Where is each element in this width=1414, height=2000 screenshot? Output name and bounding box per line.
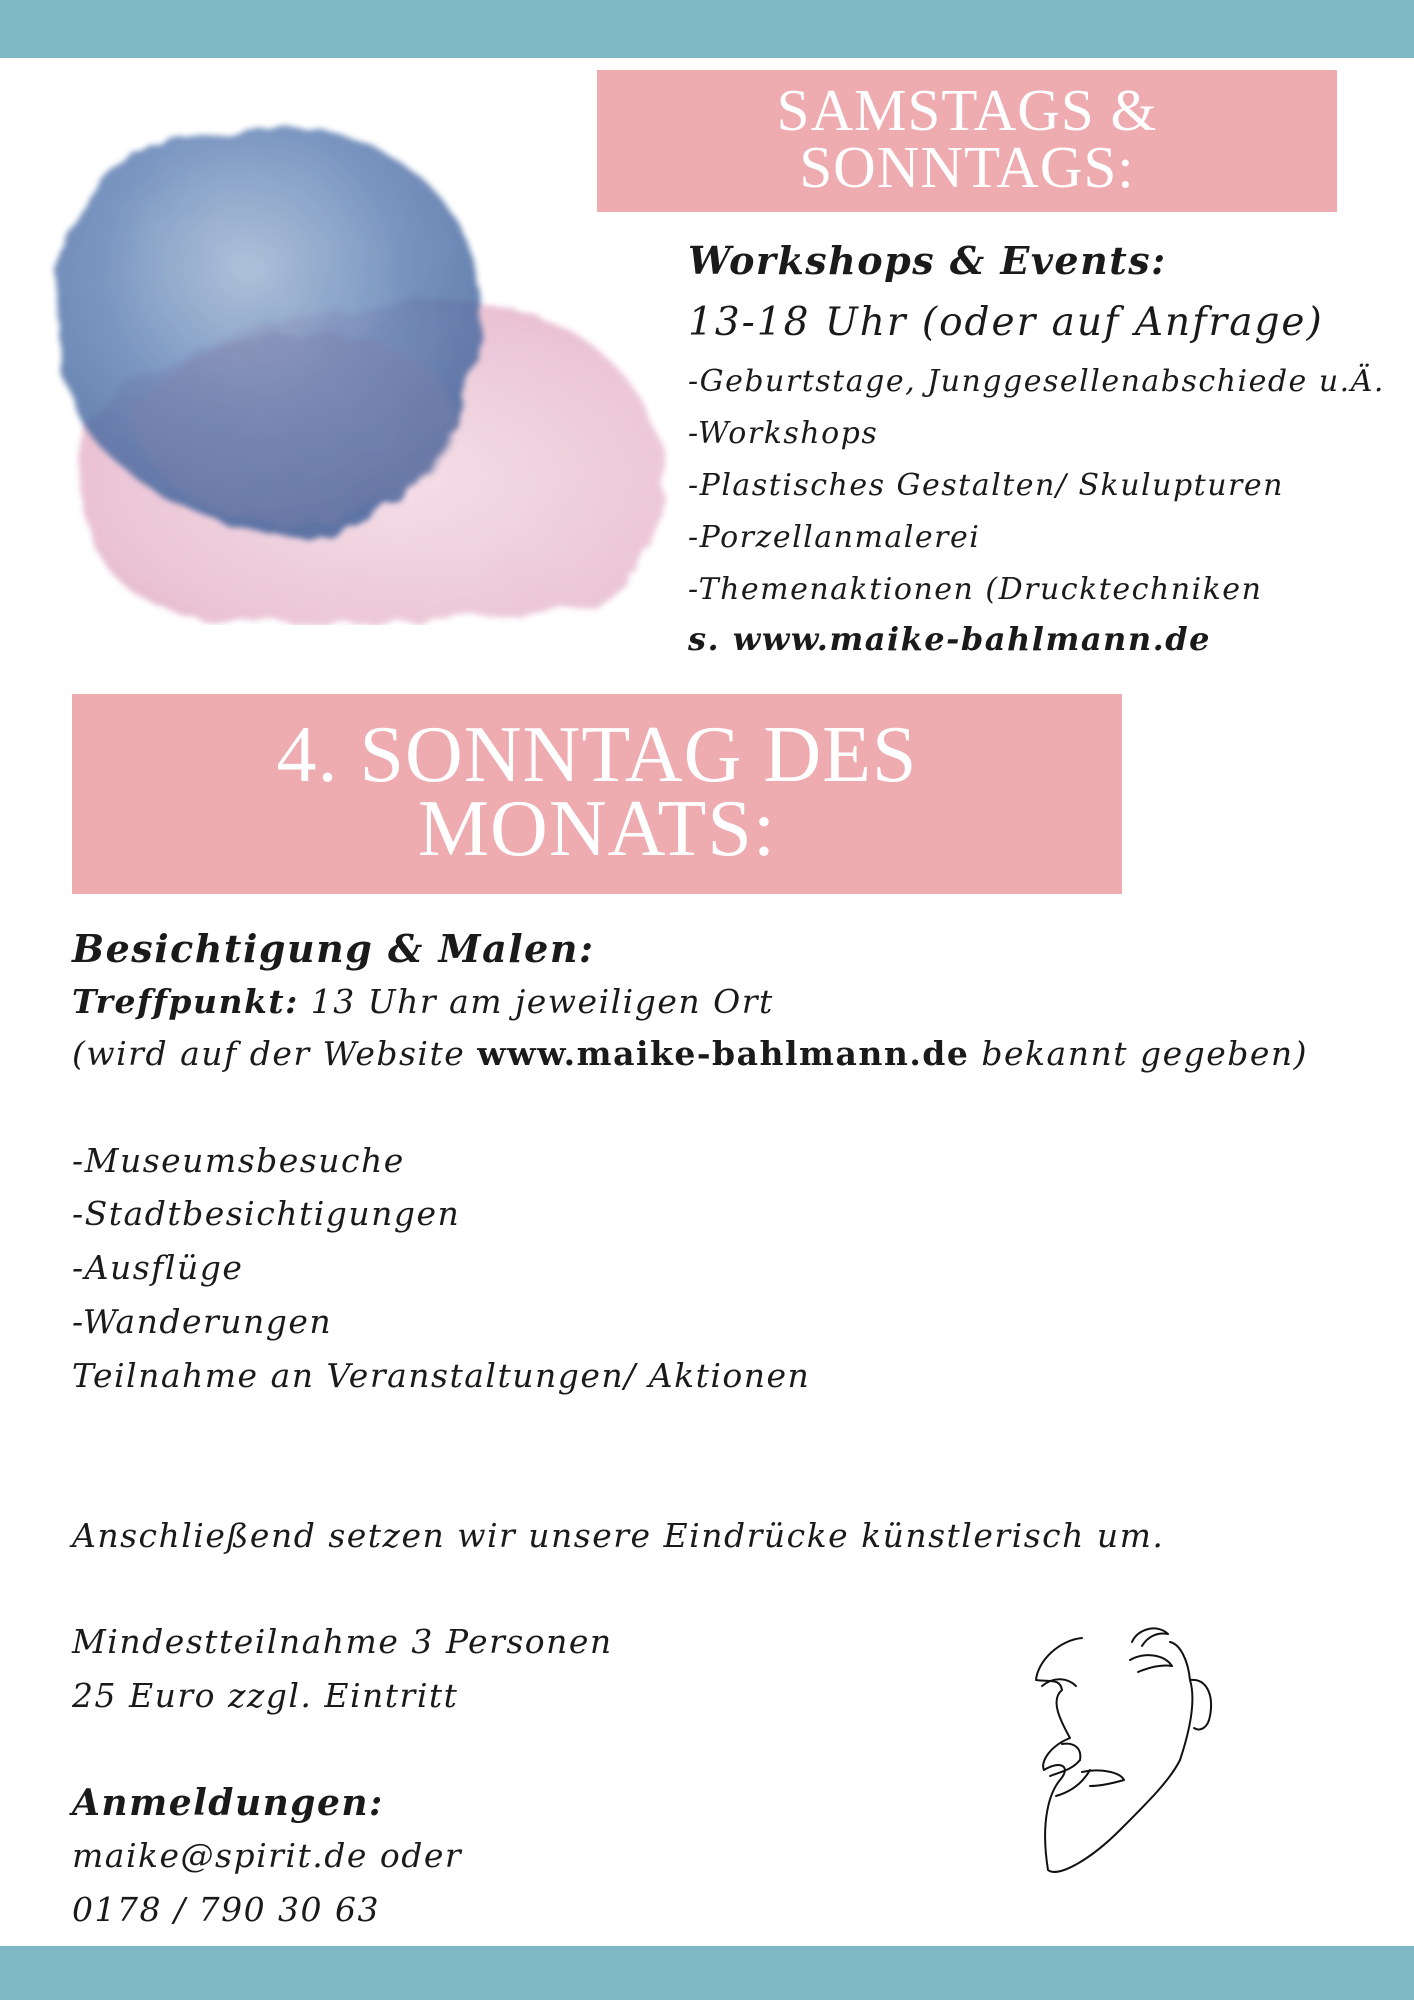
sunday-item: -Museumsbesuche [72,1141,405,1180]
closing-text: Anschließend setzen wir unsere Eindrücke künstlerisch um. [72,1516,1165,1555]
fourth-sunday-banner [72,694,1122,894]
watercolor-blot-illustration [40,115,670,625]
weekend-time: 13-18 Uhr (oder auf Anfrage) [688,300,1324,345]
weekend-banner-line2: SONNTAGS: [799,134,1135,200]
bottom-color-band [0,1946,1414,2000]
minimum-participants: Mindestteilnahme 3 Personen [72,1622,613,1661]
weekend-banner-line1: SAMSTAGS & [776,77,1158,143]
phone-number[interactable]: 0178 / 790 30 63 [72,1890,381,1929]
weekend-item: -Themenaktionen (Drucktechniken [688,572,1263,607]
sunday-item: -Ausflüge [72,1248,244,1287]
price: 25 Euro zzgl. Eintritt [72,1676,459,1715]
weekend-item: -Geburtstage, Junggesellenabschiede u.Ä. [688,364,1385,399]
line-art-face-icon [1020,1620,1220,1880]
weekend-item: -Plastisches Gestalten/ Skulupturen [688,468,1284,503]
weekend-website: s. www.maike-bahlmann.de [688,620,1211,658]
sunday-item: Teilnahme an Veranstaltungen/ Aktionen [72,1356,811,1395]
meeting-point-text: 13 Uhr am jeweiligen Ort [298,982,774,1021]
weekend-item: -Porzellanmalerei [688,520,981,555]
website-note-line [72,1034,1308,1073]
email-line[interactable]: maike@spirit.de oder [72,1836,463,1875]
weekend-item: -Workshops [688,416,879,451]
weekend-banner [597,70,1337,212]
fourth-sunday-banner-line2: MONATS: [417,785,777,873]
sunday-item: -Stadtbesichtigungen [72,1194,461,1233]
website-link[interactable]: www.maike-bahlmann.de [477,1034,970,1073]
weekend-heading: Workshops & Events: [688,238,1167,283]
website-note-prefix: (wird auf der Website [72,1034,478,1073]
sunday-item: -Wanderungen [72,1302,333,1341]
registration-heading: Anmeldungen: [72,1782,384,1824]
meeting-point-label: Treffpunkt: [72,982,299,1021]
fourth-sunday-banner-line1: 4. SONNTAG DES [276,711,918,799]
sunday-heading: Besichtigung & Malen: [72,926,595,971]
top-color-band [0,0,1414,58]
meeting-point-line [72,982,774,1021]
website-note-suffix: bekannt gegeben) [969,1034,1309,1073]
